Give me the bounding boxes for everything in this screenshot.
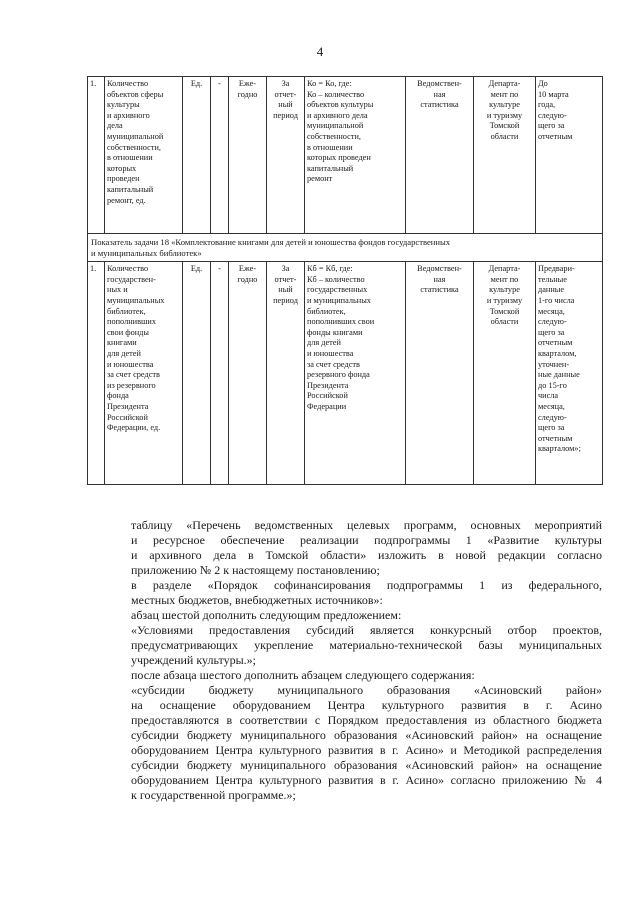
cell-line: проведен [107, 174, 140, 184]
cell-line: Департа- [488, 79, 521, 88]
cell-line: и архивного [107, 110, 150, 120]
section-header-text [88, 234, 603, 262]
cell-line: ремонт, ед. [107, 195, 146, 205]
text-line: оборудованием Центра культурного развития в г. Асино» и Методикой распределения [131, 743, 602, 757]
cell-line: в отношении [307, 142, 353, 152]
indicator-name [105, 77, 183, 234]
indicator-name [105, 262, 183, 485]
cell-line: библиотек, [107, 306, 146, 316]
responsible [474, 77, 536, 234]
text-line: местных бюджетов, внебюджетных источников»: [131, 593, 383, 607]
cell-line: пополнивших [107, 317, 156, 327]
paragraph [87, 518, 602, 578]
row-number: 1. [88, 77, 105, 234]
cell-line: объектов сферы [107, 89, 164, 99]
cell-line: числа [538, 391, 559, 401]
cell-line: тельные [538, 274, 567, 284]
paragraph: после абзаца шестого дополнить абзацем следующего содержания: [131, 668, 475, 682]
row-number: 1. [88, 262, 105, 485]
text-line: к государственной программе.»; [131, 788, 296, 802]
cell-line: Еже- [238, 264, 257, 274]
text-line: учреждений культуры.»; [131, 653, 256, 667]
dash-cell: - [211, 77, 229, 234]
cell-line: муниципальных [107, 295, 165, 305]
cell-line: отчетным [538, 433, 573, 443]
cell-line: За [281, 79, 290, 88]
cell-line: фонда [107, 391, 129, 401]
cell-line: и муниципальных [307, 295, 371, 305]
cell-line: Ко = Ко, где: [307, 79, 352, 88]
cell-line: культуры [107, 100, 140, 110]
cell-line: и архивного дела [307, 110, 368, 120]
cell-line: которых [107, 163, 137, 173]
text-line: в разделе «Порядок софинансирования подпрограммы 1 из федерального, [131, 578, 602, 592]
cell-line: 1-го числа [538, 295, 575, 305]
cell-line: данные [538, 285, 565, 295]
paragraph [87, 623, 602, 668]
cell-line: капитальный [107, 184, 154, 194]
cell-line: объектов культуры [307, 100, 374, 110]
cell-line: отчет- [274, 274, 297, 284]
cell-line: резервного фонда [307, 370, 370, 380]
cell-line: Федерации, ед. [107, 423, 161, 433]
data-source [406, 77, 474, 234]
cell-line: за счет средств [307, 359, 360, 369]
text-line: предусматривающих укрепление материально-технической базы муниципальных [131, 638, 602, 652]
cell-line: государственных [307, 285, 368, 295]
cell-line: статистика [420, 285, 459, 295]
page-number: 4 [316, 44, 324, 59]
cell-line: ный [278, 100, 293, 110]
period [267, 77, 305, 234]
cell-line: ные данные [538, 370, 580, 380]
text-line: оборудованием Центра культурного развития в г. Асино» согласно приложению № 4 [131, 773, 602, 787]
paragraph: абзац шестой дополнить следующим предложением: [131, 608, 402, 622]
cell-line: щего за [538, 423, 565, 433]
responsible [474, 262, 536, 485]
cell-line: Федерации [307, 401, 347, 411]
cell-line: за счет средств [107, 370, 160, 380]
cell-line: Ведомствен- [417, 264, 462, 274]
cell-line: Показатель задачи 18 «Комплектование книгами для детей и юношества фондов государственных [91, 237, 451, 247]
text-line: предоставляются в соответствии с Порядком предоставления из областного бюджета [131, 713, 602, 727]
cell-line: области [490, 317, 519, 327]
cell-line: ный [278, 285, 293, 295]
cell-line: период [273, 110, 298, 120]
cell-line: для детей [107, 348, 141, 358]
table-row [88, 77, 603, 234]
cell-line: ная [433, 274, 446, 284]
cell-line: в отношении [107, 153, 153, 163]
text-line: приложению № 2 к настоящему постановлению; [131, 563, 380, 577]
cell-line: Президента [107, 401, 149, 411]
cell-line: и юношества [307, 348, 354, 358]
cell-line: 10 марта [538, 89, 569, 99]
deadline [536, 77, 603, 234]
cell-line: щего за [538, 327, 565, 337]
cell-line: следую- [538, 412, 567, 422]
cell-line: Количество [107, 264, 149, 274]
cell-line: Количество [107, 79, 149, 88]
cell-line: кварталом»; [538, 444, 581, 454]
paragraph [87, 578, 602, 608]
frequency [229, 262, 267, 485]
period [267, 262, 305, 485]
cell-line: ных и [107, 285, 128, 295]
text-line: таблицу «Перечень ведомственных целевых программ, основных мероприятий [131, 518, 602, 532]
text-line: субсидии бюджету муниципального образования «Асиновский район» на оснащение [131, 728, 602, 742]
cell-line: для детей [307, 338, 341, 348]
cell-line: щего за [538, 121, 565, 131]
cell-line: Ведомствен- [417, 79, 462, 88]
cell-line: Кб – количество [307, 274, 365, 284]
body-text [87, 518, 602, 803]
cell-line: пополнивших свои [307, 317, 375, 327]
cell-line: до 15-го [538, 380, 567, 390]
cell-line: Российской [307, 391, 348, 401]
text-line: и архивного дела в Томской области» изложить в новой редакции согласно [131, 548, 602, 562]
cell-line: мент по [490, 274, 519, 284]
formula [305, 77, 406, 234]
cell-line: уточнен- [538, 359, 570, 369]
paragraph [87, 683, 602, 803]
cell-line: и туризму [486, 110, 523, 120]
cell-line: муниципальной [107, 131, 164, 141]
cell-line: За [281, 264, 290, 274]
cell-line: До [538, 79, 548, 88]
cell-line: государствен- [107, 274, 156, 284]
indicators-table [87, 76, 603, 485]
text-line: субсидии бюджету муниципального образования «Асиновский район» на оснащение [131, 758, 602, 772]
cell-line: Президента [307, 380, 349, 390]
formula [305, 262, 406, 485]
cell-line: Кб = Кб, где: [307, 264, 353, 274]
cell-line: муниципальной [307, 121, 364, 131]
cell-line: года, [538, 100, 556, 110]
cell-line: области [490, 131, 519, 141]
cell-line: месяца, [538, 401, 565, 411]
cell-line: годно [237, 89, 258, 99]
unit: Ед. [183, 77, 211, 234]
cell-line: Томской [489, 121, 520, 131]
cell-line: отчетным [538, 131, 573, 141]
cell-line: следую- [538, 110, 567, 120]
cell-line: Еже- [238, 79, 257, 88]
unit: Ед. [183, 262, 211, 485]
cell-line: статистика [420, 100, 459, 110]
text-line: «Условиями предоставления субсидий является конкурсный отбор проектов, [131, 623, 602, 637]
frequency [229, 77, 267, 234]
cell-line: собственности, [107, 142, 161, 152]
cell-line: и юношества [107, 359, 154, 369]
cell-line: дела [107, 121, 123, 131]
cell-line: Российской [107, 412, 148, 422]
cell-line: библиотек, [307, 306, 346, 316]
cell-line: и муниципальных библиотек» [91, 247, 202, 258]
cell-line: и туризму [486, 295, 523, 305]
cell-line: книгами [107, 338, 137, 348]
data-source [406, 262, 474, 485]
text-line: на оснащение оборудованием Центра культурного развития в г. Асино [131, 698, 602, 712]
cell-line: отчет- [274, 89, 297, 99]
cell-line: из резервного [107, 380, 156, 390]
cell-line: собственности, [307, 131, 361, 141]
cell-line: капитальный [307, 163, 354, 173]
cell-line: следую- [538, 317, 567, 327]
cell-line: мент по [490, 89, 519, 99]
cell-line: Томской [489, 306, 520, 316]
deadline [536, 262, 603, 485]
cell-line: кварталом, [538, 348, 577, 358]
table-row [88, 262, 603, 485]
cell-line: свои фонды [107, 327, 149, 337]
cell-line: Департа- [488, 264, 521, 274]
cell-line: культуре [489, 285, 520, 295]
cell-line: ная [433, 89, 446, 99]
cell-line: месяца, [538, 306, 565, 316]
cell-line: годно [237, 274, 258, 284]
text-line: «субсидии бюджету муниципального образования «Асиновский район» [131, 683, 602, 697]
cell-line: культуре [489, 100, 520, 110]
cell-line: отчетным [538, 338, 573, 348]
dash-cell: - [211, 262, 229, 485]
cell-line: которых проведен [307, 153, 371, 163]
cell-line: Предвари- [538, 264, 575, 274]
cell-line: Ко – количество [307, 89, 365, 99]
table-section-header [88, 234, 603, 262]
text-line: и ресурсное обеспечение реализации подпрограммы 1 «Развитие культуры [131, 533, 602, 547]
cell-line: фонды книгами [307, 327, 363, 337]
cell-line: период [273, 295, 298, 305]
cell-line: ремонт [307, 174, 333, 184]
